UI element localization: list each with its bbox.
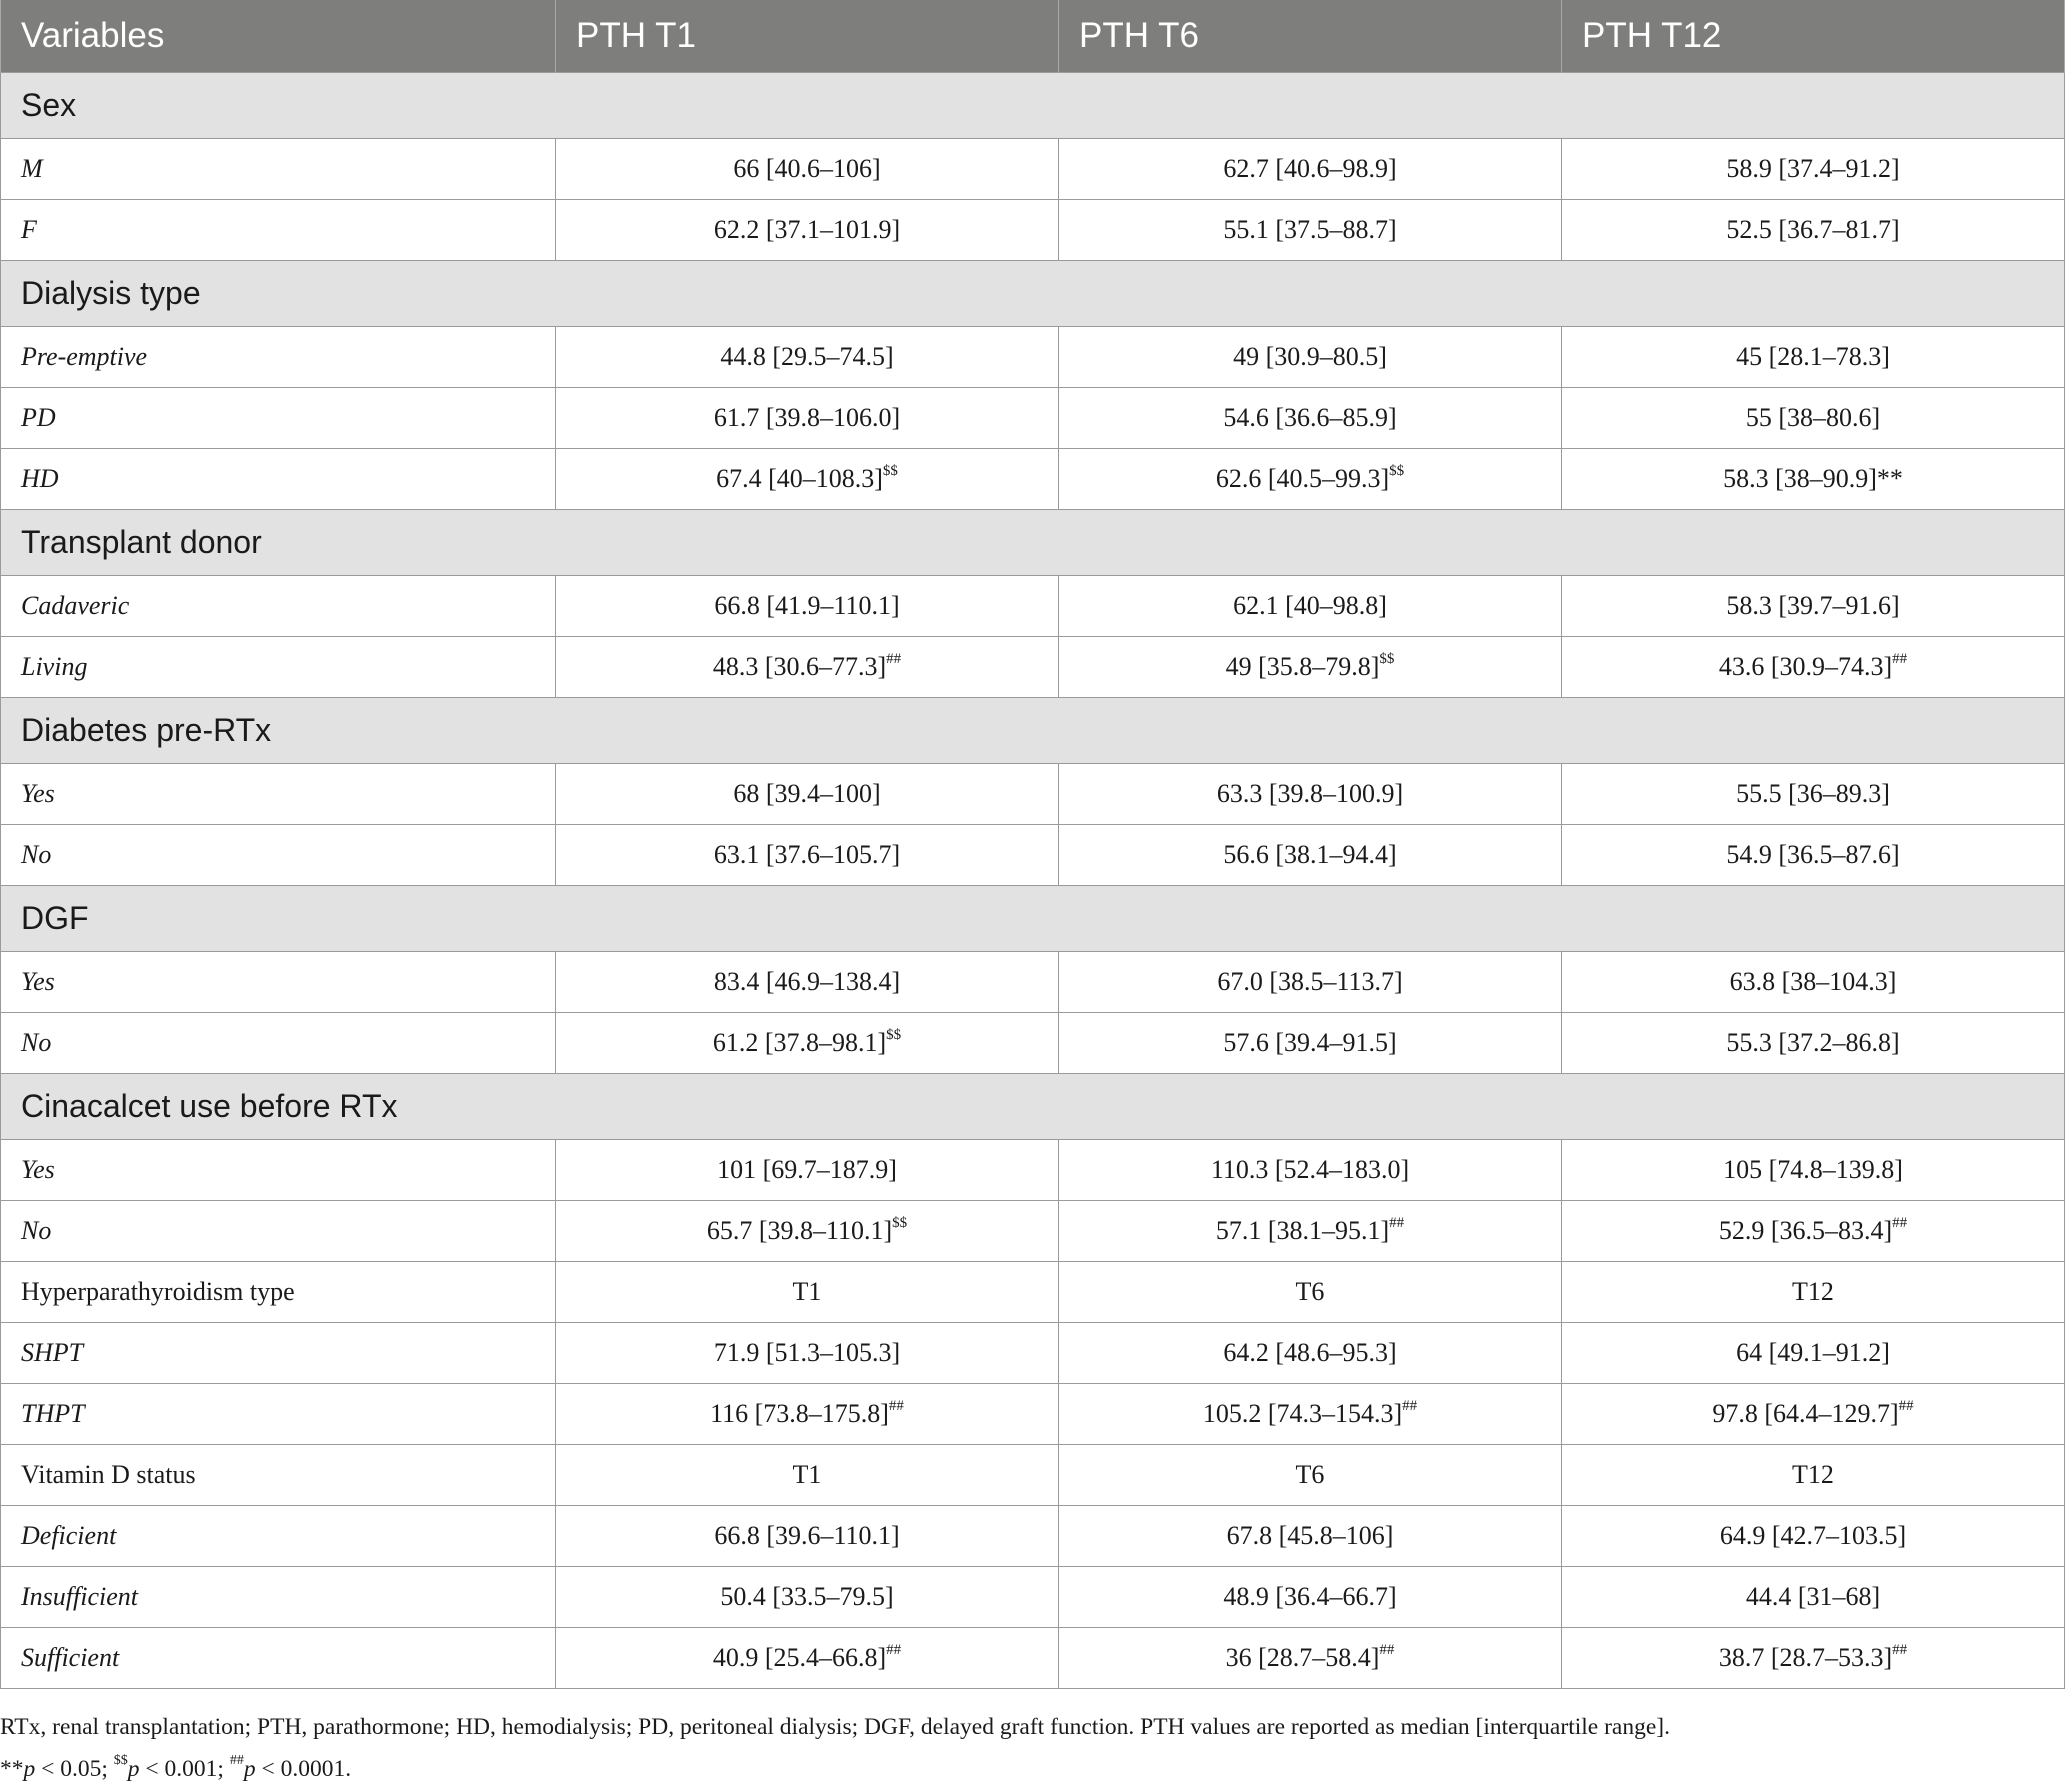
table-row [1,387,2065,448]
table-row [1,1261,2065,1322]
value-cell [556,1322,1059,1383]
header-cell: PTH T6 [1059,0,1562,72]
value-cell [1562,1505,2065,1566]
row-label: Living [1,636,556,697]
cell-value: 56.6 [38.1–94.4] [1223,839,1397,869]
section-label: Dialysis type [1,260,2065,326]
value-cell [1059,448,1562,509]
value-cell [1059,387,1562,448]
footnote-mark: ## [229,1753,244,1769]
value-cell [1059,1566,1562,1627]
table-row [1,1566,2065,1627]
significance-mark: $$ [886,1026,902,1043]
value-cell [1562,1261,2065,1322]
cell-value: 68 [39.4–100] [733,778,881,808]
row-label: No [1,1200,556,1261]
value-cell [1059,138,1562,199]
cell-value: 110.3 [52.4–183.0] [1210,1154,1410,1184]
value-cell [1059,1012,1562,1073]
value-cell [1562,326,2065,387]
footnote-threshold: < 0.0001. [255,1756,352,1782]
header-cell: PTH T12 [1562,0,2065,72]
cell-value: 62.1 [40–98.8] [1233,590,1387,620]
cell-value: 55.5 [36–89.3] [1736,778,1890,808]
value-cell [1562,1200,2065,1261]
value-cell [1059,1505,1562,1566]
value-cell [1562,1627,2065,1688]
value-cell [1562,138,2065,199]
cell-value: 116 [73.8–175.8] [710,1398,889,1428]
table-row [1,199,2065,260]
table-row [1,138,2065,199]
value-cell [556,1200,1059,1261]
table-row [1,636,2065,697]
value-cell [1562,1444,2065,1505]
section-row [1,509,2065,575]
table-row [1,1139,2065,1200]
cell-value: 71.9 [51.3–105.3] [713,1337,901,1367]
significance-mark: ## [1892,650,1908,667]
cell-value: 58.3 [38–90.9]** [1723,463,1903,493]
value-cell [1562,824,2065,885]
table-row [1,1012,2065,1073]
value-cell [1059,636,1562,697]
table-row [1,1444,2065,1505]
value-cell [1562,199,2065,260]
table-row [1,575,2065,636]
section-row [1,697,2065,763]
significance-mark: ## [886,650,902,667]
value-cell [556,951,1059,1012]
cell-value: 55.3 [37.2–86.8] [1726,1027,1900,1057]
cell-value: 67.4 [40–108.3] [716,463,883,493]
value-cell [1059,1627,1562,1688]
row-label: Yes [1,1139,556,1200]
table-row [1,1505,2065,1566]
cell-value: 65.7 [39.8–110.1] [706,1215,893,1245]
cell-value: 101 [69.7–187.9] [717,1154,897,1184]
cell-value: 97.8 [64.4–129.7] [1712,1398,1899,1428]
cell-value: 54.6 [36.6–85.9] [1223,402,1397,432]
cell-value: 40.9 [25.4–66.8] [712,1642,887,1672]
cell-value: 48.9 [36.4–66.7] [1223,1581,1397,1611]
value-cell [1059,575,1562,636]
cell-value: 66.8 [39.6–110.1] [714,1520,900,1550]
footnote-threshold: < 0.05; [35,1756,114,1782]
value-cell [1562,951,2065,1012]
value-cell [556,1627,1059,1688]
cell-value: 61.7 [39.8–106.0] [713,402,901,432]
value-cell [1059,1261,1562,1322]
section-label: Transplant donor [1,509,2065,575]
table-row [1,824,2065,885]
row-label: Hyperparathyroidism type [1,1261,556,1322]
cell-value: T12 [1792,1459,1834,1489]
cell-value: 105 [74.8–139.8] [1723,1154,1903,1184]
table-row [1,763,2065,824]
row-label: PD [1,387,556,448]
value-cell [1059,326,1562,387]
table-footnote [0,1706,2060,1790]
table-row [1,448,2065,509]
value-cell [556,1444,1059,1505]
row-label: Cadaveric [1,575,556,636]
value-cell [1562,1383,2065,1444]
section-label: DGF [1,885,2065,951]
footnote-threshold: < 0.001; [139,1756,230,1782]
row-label: Insufficient [1,1566,556,1627]
value-cell [1562,1566,2065,1627]
value-cell [1562,1322,2065,1383]
section-row [1,260,2065,326]
cell-value: 45 [28.1–78.3] [1736,341,1890,371]
section-label: Sex [1,72,2065,138]
footnote-mark: $$ [113,1753,128,1769]
significance-mark: $$ [1389,462,1405,479]
cell-value: 83.4 [46.9–138.4] [713,966,901,996]
cell-value: 61.2 [37.8–98.1] [712,1027,887,1057]
cell-value: 44.8 [29.5–74.5] [720,341,894,371]
section-row [1,72,2065,138]
cell-value: 55 [38–80.6] [1745,402,1881,432]
cell-value: 63.8 [38–104.3] [1729,966,1897,996]
footnote-abbreviations: RTx, renal transplantation; PTH, parathormone; HD, hemodialysis; PD, peritoneal dialysis; DGF, delayed graft function. PTH values are reported as median [interquartile range]. [0,1714,1670,1740]
value-cell [556,138,1059,199]
cell-value: 64 [49.1–91.2] [1736,1337,1890,1367]
row-label: HD [1,448,556,509]
section-label: Cinacalcet use before RTx [1,1073,2065,1139]
value-cell [1562,448,2065,509]
footnote-p: p [127,1756,140,1782]
row-label: Yes [1,951,556,1012]
value-cell [1562,1012,2065,1073]
significance-mark: ## [1379,1641,1395,1658]
value-cell [1059,1444,1562,1505]
value-cell [1059,1322,1562,1383]
section-row [1,885,2065,951]
value-cell [556,1261,1059,1322]
significance-mark: $$ [892,1214,908,1231]
cell-value: 49 [35.8–79.8] [1225,651,1380,681]
value-cell [1059,199,1562,260]
section-row [1,1073,2065,1139]
value-cell [1059,1200,1562,1261]
header-row [1,0,2065,72]
cell-value: 54.9 [36.5–87.6] [1726,839,1900,869]
table-body [1,72,2065,1688]
value-cell [1059,824,1562,885]
cell-value: 62.6 [40.5–99.3] [1215,463,1390,493]
cell-value: T12 [1792,1276,1834,1306]
cell-value: 105.2 [74.3–154.3] [1202,1398,1403,1428]
cell-value: T6 [1295,1459,1325,1489]
cell-value: 43.6 [30.9–74.3] [1718,651,1893,681]
cell-value: T1 [792,1459,822,1489]
footnote-p: p [243,1756,256,1782]
row-label: No [1,824,556,885]
value-cell [1562,575,2065,636]
value-cell [1059,763,1562,824]
cell-value: 64.2 [48.6–95.3] [1223,1337,1397,1367]
value-cell [556,575,1059,636]
row-label: Pre-emptive [1,326,556,387]
significance-mark: ## [1892,1214,1908,1231]
row-label: Sufficient [1,1627,556,1688]
value-cell [556,636,1059,697]
footnote-p: p [23,1756,36,1782]
significance-mark: ## [1892,1641,1908,1658]
value-cell [556,199,1059,260]
row-label: F [1,199,556,260]
cell-value: 48.3 [30.6–77.3] [712,651,887,681]
cell-value: 55.1 [37.5–88.7] [1223,214,1397,244]
cell-value: 44.4 [31–68] [1745,1581,1881,1611]
cell-value: 49 [30.9–80.5] [1233,341,1387,371]
cell-value: 57.1 [38.1–95.1] [1215,1215,1390,1245]
value-cell [556,448,1059,509]
significance-mark: ## [1898,1397,1914,1414]
cell-value: 62.7 [40.6–98.9] [1223,153,1397,183]
cell-value: T1 [792,1276,822,1306]
cell-value: T6 [1295,1276,1325,1306]
value-cell [1059,951,1562,1012]
value-cell [1562,1139,2065,1200]
cell-value: 36 [28.7–58.4] [1225,1642,1380,1672]
value-cell [556,326,1059,387]
cell-value: 38.7 [28.7–53.3] [1718,1642,1893,1672]
value-cell [1059,1383,1562,1444]
cell-value: 58.9 [37.4–91.2] [1726,153,1900,183]
cell-value: 63.3 [39.8–100.9] [1216,778,1404,808]
row-label: SHPT [1,1322,556,1383]
significance-mark: $$ [882,462,898,479]
value-cell [556,824,1059,885]
cell-value: 67.0 [38.5–113.7] [1217,966,1403,996]
cell-value: 67.8 [45.8–106] [1226,1520,1394,1550]
value-cell [556,1383,1059,1444]
cell-value: 57.6 [39.4–91.5] [1223,1027,1397,1057]
significance-mark: ## [888,1397,904,1414]
table-row [1,1383,2065,1444]
value-cell [556,387,1059,448]
cell-value: 50.4 [33.5–79.5] [720,1581,894,1611]
value-cell [556,1012,1059,1073]
cell-value: 66.8 [41.9–110.1] [714,590,900,620]
cell-value: 58.3 [39.7–91.6] [1726,590,1900,620]
header-cell: Variables [1,0,556,72]
value-cell [556,1566,1059,1627]
row-label: No [1,1012,556,1073]
significance-mark: ## [1389,1214,1405,1231]
table-row [1,1627,2065,1688]
row-label: M [1,138,556,199]
row-label: Deficient [1,1505,556,1566]
significance-mark: ## [886,1641,902,1658]
value-cell [1562,387,2065,448]
value-cell [556,1505,1059,1566]
significance-mark: $$ [1379,650,1395,667]
cell-value: 63.1 [37.6–105.7] [713,839,901,869]
value-cell [1562,763,2065,824]
row-label: Vitamin D status [1,1444,556,1505]
table-row [1,1322,2065,1383]
section-label: Diabetes pre-RTx [1,697,2065,763]
row-label: Yes [1,763,556,824]
value-cell [1562,636,2065,697]
value-cell [556,1139,1059,1200]
table-row [1,326,2065,387]
table-row [1,951,2065,1012]
table-row [1,1200,2065,1261]
cell-value: 62.2 [37.1–101.9] [713,214,901,244]
value-cell [1059,1139,1562,1200]
cell-value: 66 [40.6–106] [733,153,881,183]
cell-value: 52.9 [36.5–83.4] [1718,1215,1893,1245]
footnote-mark: ** [0,1756,24,1782]
significance-mark: ## [1402,1397,1418,1414]
header-cell: PTH T1 [556,0,1059,72]
cell-value: 52.5 [36.7–81.7] [1726,214,1900,244]
cell-value: 64.9 [42.7–103.5] [1719,1520,1907,1550]
row-label: THPT [1,1383,556,1444]
value-cell [556,763,1059,824]
